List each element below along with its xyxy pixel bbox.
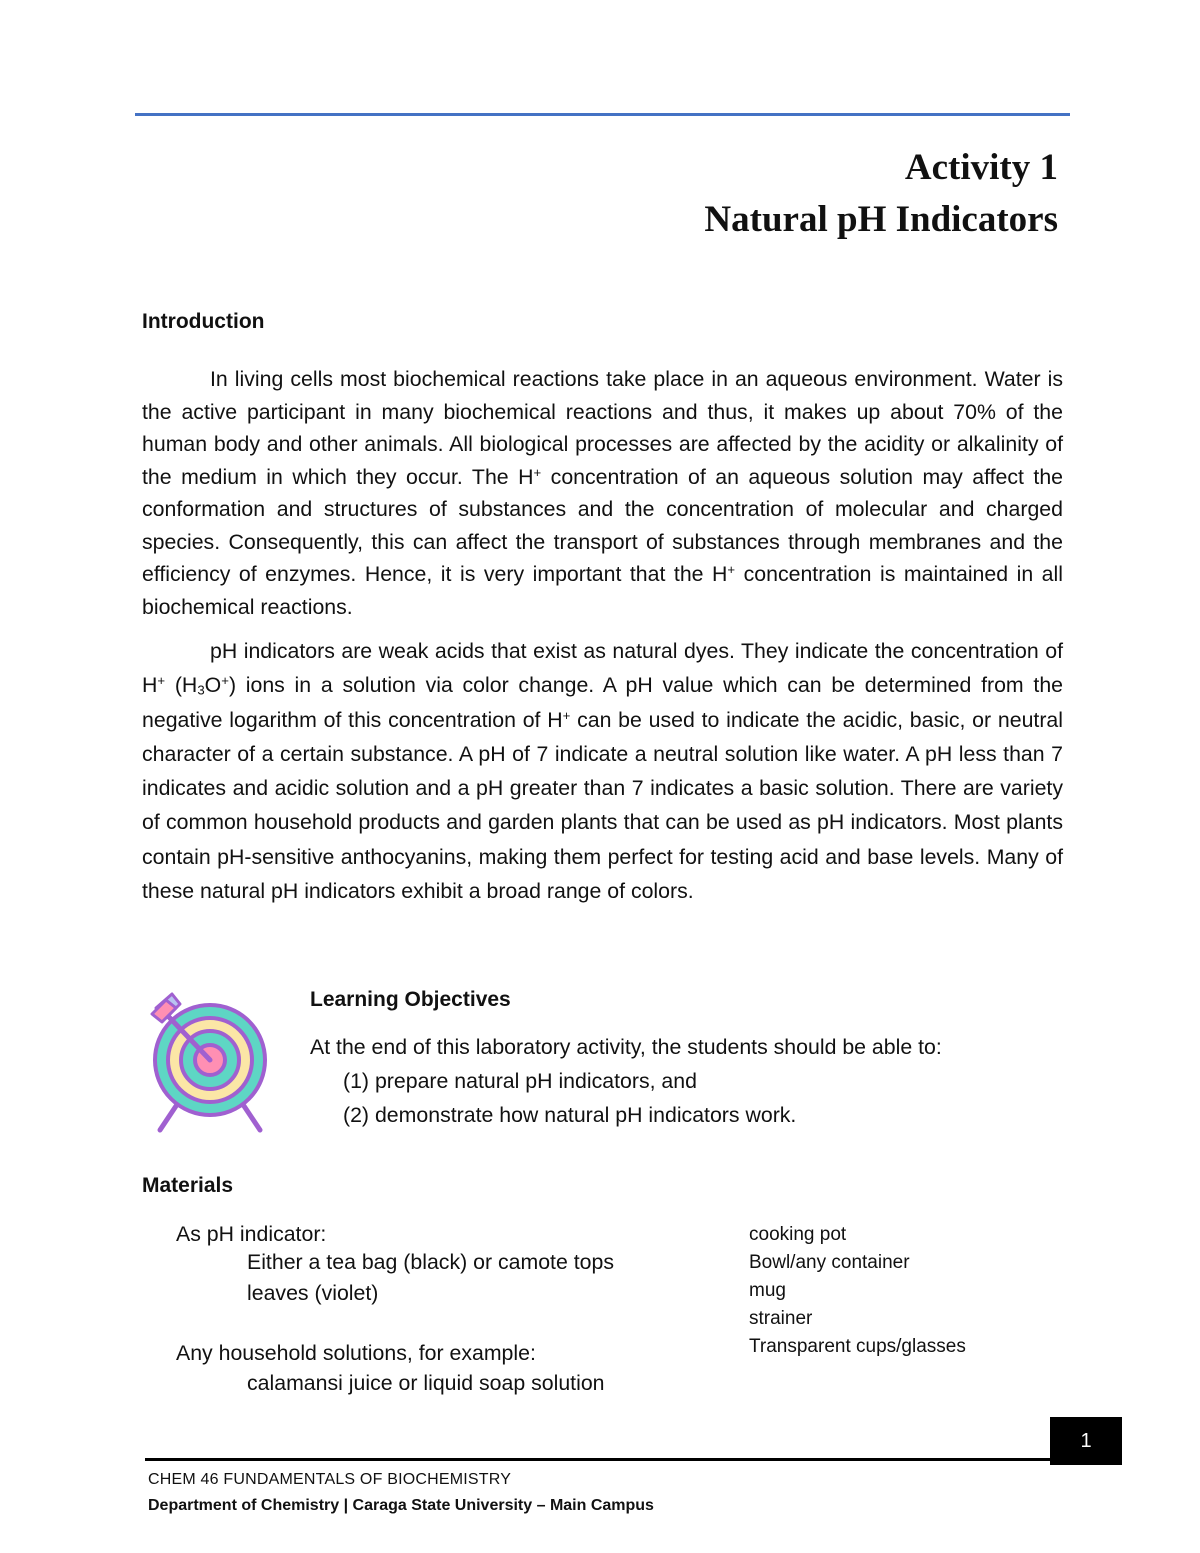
equipment-item: mug [749,1280,786,1301]
solutions-label: Any household solutions, for example: [176,1341,536,1365]
equipment-list [749,1221,966,1361]
equipment-item: Bowl/any container [749,1252,910,1273]
activity-label: Activity 1 [904,147,1058,188]
footer-rule [145,1458,1050,1461]
footer-course: CHEM 46 FUNDAMENTALS OF BIOCHEMISTRY [148,1471,512,1488]
learning-objectives-heading: Learning Objectives [310,988,511,1011]
target-icon [146,988,274,1134]
indicator-option: Either a tea bag (black) or camote tops [247,1250,614,1274]
header-rule [135,113,1070,116]
equipment-item: Transparent cups/glasses [749,1336,966,1357]
equipment-item: cooking pot [749,1224,847,1245]
equipment-item: strainer [749,1308,813,1329]
indicator-option-cont: leaves (violet) [247,1281,379,1305]
materials-heading: Materials [142,1174,234,1197]
solutions-example: calamansi juice or liquid soap solution [247,1371,605,1395]
title-block [704,142,1058,246]
indicator-label: As pH indicator: [176,1222,327,1246]
page-number: 1 [1080,1430,1092,1452]
footer-department: Department of Chemistry | Caraga State University – Main Campus [148,1497,654,1514]
intro-paragraph-1: In living cells most biochemical reactions take place in an aqueous environment. Water is the active participant in many biochemical reactions and thus, it makes up about 70% of the human body and other animals. All biological processes are affected by the acidity or alkalinity of the medium in which they occur. The H+ concentration of an aqueous solution may affect the conformation and structures of substances and the concentration of molecular and charged species. Consequently, this can affect the transport of substances through membranes and the efficiency of enzymes. Hence, it is very important that the H+ concentration is maintained in all biochemical reactions. [142,367,1064,619]
introduction-heading: Introduction [142,310,265,333]
objectives-intro: At the end of this laboratory activity, the students should be able to: [310,1035,942,1059]
objective-item: (2) demonstrate how natural pH indicators work. [343,1103,797,1127]
intro-paragraph-2: pH indicators are weak acids that exist as natural dyes. They indicate the concentration of H+ $(H_3O^+)$ ions in a solution via color change. A pH value which can be determined from the negative logarithm of this concentration of H+ can be used to indicate the acidic, basic, or neutral character of a certain substance. A pH of 7 indicate a neutral solution like water. A pH less than 7 indicates and acidic solution and a pH greater than 7 indicates a basic solution. There are variety of common household products and garden plants that can be used as pH indicators. Most plants contain pH-sensitive anthocyanins, making them perfect for testing acid and base levels. Many of these natural pH indicators exhibit a broad range of colors. [142,639,1064,904]
objective-item: (1) prepare natural pH indicators, and [343,1069,697,1093]
page-title: Natural pH Indicators [704,199,1058,240]
